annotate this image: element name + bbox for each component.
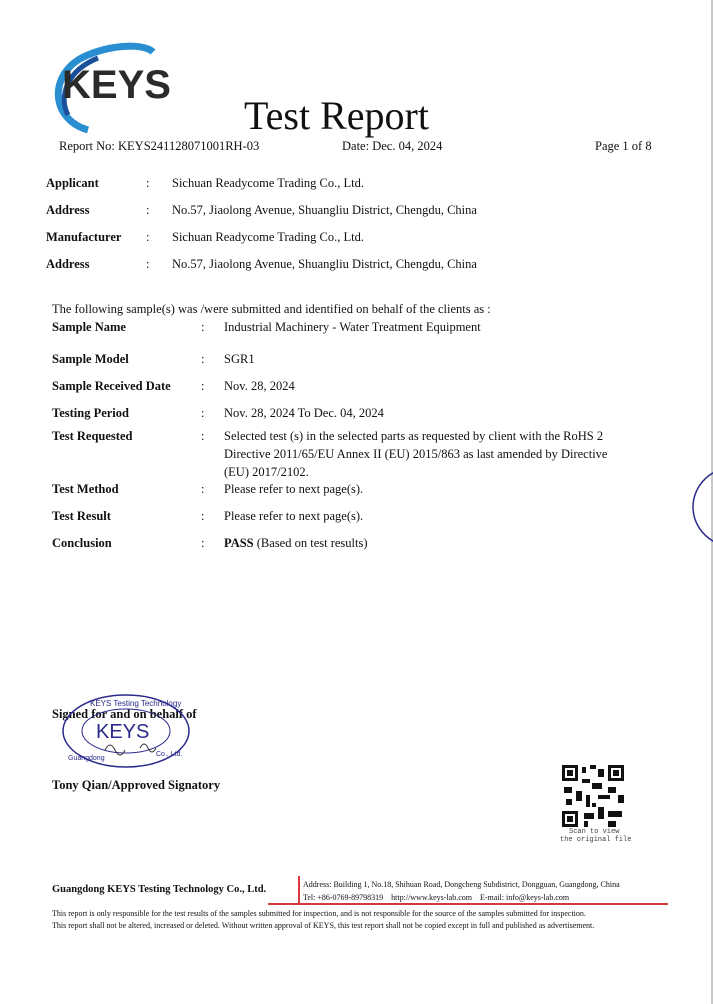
testing-period-label: Testing Period <box>52 406 129 420</box>
page-number: Page 1 of 8 <box>595 139 652 153</box>
disclaimer-line-1: This report is only responsible for the test results of the samples submitted for inspection, and is not responsible for the source of the samples submitted for inspection. <box>52 909 586 918</box>
applicant-value: Sichuan Readycome Trading Co., Ltd. <box>172 176 364 190</box>
footer-horizontal-divider <box>268 903 668 905</box>
colon: : <box>146 203 150 217</box>
conclusion-note: (Based on test results) <box>253 536 368 550</box>
footer-website[interactable]: http://www.keys-lab.com <box>391 893 472 902</box>
colon: : <box>146 230 150 244</box>
footer-tel: Tel: +86-0769-89798319 <box>303 893 384 902</box>
qr-caption-2: the original file <box>560 836 632 844</box>
conclusion-label: Conclusion <box>52 536 112 550</box>
manufacturer-address-value: No.57, Jiaolong Avenue, Shuangliu District, Chengdu, China <box>172 257 477 271</box>
manufacturer-value: Sichuan Readycome Trading Co., Ltd. <box>172 230 364 244</box>
report-date: Date: Dec. 04, 2024 <box>342 139 443 153</box>
colon: : <box>201 429 205 443</box>
colon: : <box>146 176 150 190</box>
test-result-value: Please refer to next page(s). <box>224 509 364 523</box>
test-result-label: Test Result <box>52 509 111 523</box>
svg-text:KEYS: KEYS <box>96 721 150 743</box>
footer-contact <box>303 893 569 902</box>
footer-company: Guangdong KEYS Testing Technology Co., Ltd. <box>52 884 267 895</box>
edge-stamp <box>690 462 713 552</box>
colon: : <box>201 320 205 334</box>
test-requested-line2: Directive 2011/65/EU Annex II (EU) 2015/863 as last amended by Directive <box>224 447 608 461</box>
colon: : <box>146 257 150 271</box>
colon: : <box>201 406 205 420</box>
svg-text:KEYS: KEYS <box>62 63 171 107</box>
disclaimer-line-2: This report shall not be altered, increased or deleted. Without written approval of KEYS, this test report shall not be copied except in full and published as advertisement. <box>52 921 595 930</box>
sample-name-label: Sample Name <box>52 320 126 334</box>
manufacturer-label: Manufacturer <box>46 230 122 244</box>
colon: : <box>201 379 205 393</box>
applicant-address-value: No.57, Jiaolong Avenue, Shuangliu District, Chengdu, China <box>172 203 477 217</box>
sample-model-label: Sample Model <box>52 352 129 366</box>
testing-period-value: Nov. 28, 2024 To Dec. 04, 2024 <box>224 406 384 420</box>
received-date-label: Sample Received Date <box>52 379 171 393</box>
footer-address: Address: Building 1, No.18, Shihuan Road, Dongcheng Subdistrict, Dongguan, Guangdong, China <box>303 880 620 889</box>
colon: : <box>201 536 205 550</box>
svg-text:Co., Ltd.: Co., Ltd. <box>156 751 183 758</box>
manufacturer-address-label: Address <box>46 257 90 271</box>
svg-text:Guangdong: Guangdong <box>68 755 105 762</box>
sample-name-value: Industrial Machinery - Water Treatment Equipment <box>224 320 481 334</box>
footer-vertical-divider <box>298 876 300 904</box>
applicant-address-label: Address <box>46 203 90 217</box>
conclusion-value <box>224 536 368 551</box>
qr-caption-1: Scan to view <box>569 828 620 836</box>
footer-email[interactable]: E-mail: info@keys-lab.com <box>479 893 570 902</box>
applicant-label: Applicant <box>46 176 99 190</box>
qr-code[interactable] <box>562 765 624 827</box>
colon: : <box>201 482 205 496</box>
test-requested-line3: (EU) 2017/2102. <box>224 465 309 479</box>
report-number: Report No: KEYS241128071001RH-03 <box>59 139 260 153</box>
test-method-label: Test Method <box>52 482 119 496</box>
pass-text: PASS <box>224 536 254 550</box>
colon: : <box>201 509 205 523</box>
keys-logo <box>48 40 188 140</box>
signed-for-text: Signed for and on behalf of <box>52 707 197 721</box>
sample-model-value: SGR1 <box>224 352 255 366</box>
test-requested-label: Test Requested <box>52 429 133 443</box>
svg-text:KEYS Testing Technology: KEYS Testing Technology <box>90 699 182 708</box>
signatory-name: Tony Qian/Approved Signatory <box>52 778 221 792</box>
test-method-value: Please refer to next page(s). <box>224 482 364 496</box>
page-title: Test Report <box>244 93 429 138</box>
intro-text: The following sample(s) was /were submitted and identified on behalf of the clients as : <box>52 302 491 316</box>
test-requested-line1: Selected test (s) in the selected parts as requested by client with the RoHS 2 <box>224 429 604 443</box>
colon: : <box>201 352 205 366</box>
company-stamp <box>60 692 192 770</box>
received-date-value: Nov. 28, 2024 <box>224 379 295 393</box>
